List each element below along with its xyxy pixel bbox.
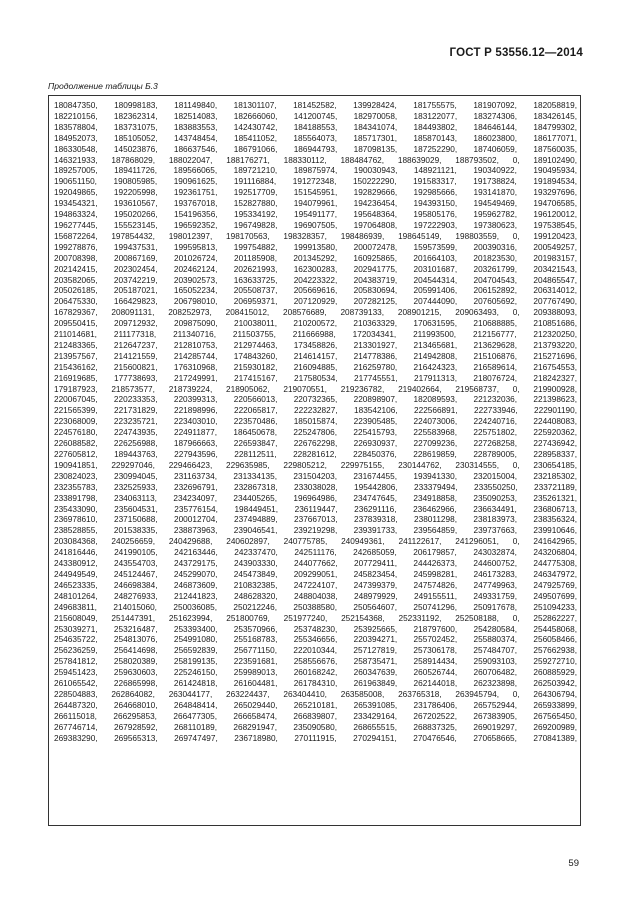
table-line: 203582065, 203742219, 203902573, 163633725, 204223322, 204383719, 204544314, 204704543, 204865547, [54,275,577,285]
table-line: 180847350, 180998183, 181149840, 181301107, 181452582, 139928424, 181755575, 181907092, 182058819, [54,101,577,110]
table-line: 257841812, 258020389, 258199135, 223591681, 258556676, 258735471, 258914434, 259093103, 259272710, [54,657,577,667]
table-line: 256236259, 256414698, 256592839, 256771150, 222010344, 257127819, 257306178, 257484707, 257662938, [54,646,577,656]
table-line: 200708398, 200867169, 201026724, 201185908, 201345292, 160925865, 201664103, 201823530, 201983157, [54,253,577,263]
table-line: 190941851, 229297046, 229466423, 229635985, 229805212, 229975155, 230144762, 230314555, 0, 230654185, [54,460,577,470]
table-line: 216919685, 177738693, 217249991, 217415167, 217580534, 217745551, 217911313, 218076724, 218242327, [54,373,577,383]
table-line: 221565399, 221731829, 221898996, 222065817, 222232827, 183542106, 222566891, 222733946, 222901190, [54,406,577,416]
table-line: 238528855, 201538335, 238873963, 239046541, 239219298, 239391733, 239564859, 239737663, 239910646, [54,526,577,536]
table-line: 266115018, 266295853, 266477305, 266658474, 266839807, 233429164, 267202522, 267383905, 267565450, [54,711,577,721]
table-line: 236978610, 237150688, 200012704, 237494889, 237667013, 237839318, 238011298, 238183973, 238356324, [54,515,577,525]
table-line: 212483365, 212647237, 212810753, 212974463, 173458826, 213301927, 213465681, 213629628, 213793220, [54,340,577,350]
table-line: 226088582, 226256988, 187966663, 226593847, 226762298, 226930937, 227099236, 227268258, 227436942, [54,439,577,449]
table-line: 224576180, 224743935, 224911877, 186450678, 225247806, 225415793, 225583968, 225751802, 225920362, [54,428,577,438]
table-line: 233891798, 234063113, 234234097, 234405265, 196964986, 234747645, 234918858, 235090253, 235261321, [54,493,577,503]
table-line: 167829367, 208091131, 208252973, 208415012, 208576689, 208739133, 208901215, 209063493, 0, 209388093, [54,308,577,318]
table-line: 269383290, 269565313, 269747497, 236718980, 270111915, 270294151, 270476546, 270658665, 270841389, [54,733,577,743]
table-line: 220067045, 220233353, 220399313, 220566013, 220732365, 220898907, 182089593, 221232036, 221398623, [54,395,577,405]
table-line: 205026185, 205187021, 165052234, 205508737, 205669616, 205830694, 205991406, 206152892, 206314012, [54,286,577,296]
table-data-text [54,101,577,744]
table-line: 228504883, 262864082, 263044177, 263224437, 263404410, 263585008, 263765318, 263945794, 0, 264306794, [54,689,577,699]
table-line: 223068009, 223235721, 223403010, 223570486, 185015874, 223905485, 224073006, 224240716, 224408083, [54,417,577,427]
table-line: 230824023, 230994045, 231163734, 231334135, 231504203, 231674455, 193941330, 232015004, 232185302, [54,471,577,481]
table-line: 246523335, 246698384, 246873609, 210832385, 247224107, 247399379, 247574826, 247749963, 247925769, [54,580,577,590]
table-line: 183578804, 183731075, 183883553, 142430742, 184188553, 184341074, 184493802, 184646144, 184799302, [54,122,577,132]
page-number: 59 [568,858,579,869]
table-line: 186330548, 145023876, 186637546, 186791066, 186944793, 187098135, 187252290, 187406059, 187560035, [54,144,577,154]
table-line: 215608049, 251447391, 251623994, 251800769, 251977240, 252154368, 252331192, 252508188, 0, 252862227, [54,613,577,623]
table-line: 264487320, 264668010, 264848414, 265029440, 265210181, 265391085, 231786406, 265752944, 265933899, [54,700,577,710]
table-line: 156872264, 197854432, 198012397, 198170563, 198328357, 198486939, 198645149, 198803559, 0, 199120423, [54,231,577,241]
table-line: 179187923, 218573577, 218739224, 218905062, 219070551, 219236782, 219402664, 219568737, 0, 219900928, [54,384,577,394]
table-line: 209550415, 209712932, 209875090, 210038011, 210200572, 210363329, 170631595, 210688885, 210851686, [54,319,577,329]
table-line: 243380912, 243554703, 243729175, 243903330, 244077662, 207729411, 244426373, 244600752, 244775308, [54,559,577,569]
table-line: 190651150, 190805985, 190961625, 191116884, 191272348, 150222290, 191583317, 191738824, 191894534, [54,177,577,187]
document-code: ГОСТ Р 53556.12—2014 [449,47,583,59]
table-line: 227605812, 189443763, 227943596, 228112511, 228281612, 228450376, 228619859, 228789005, 228958337, [54,450,577,459]
table-line: 254635722, 254813076, 254991080, 255168783, 255346656, 220394271, 255702452, 255880374, 256058466, [54,635,577,645]
table-line: 182210156, 182362314, 182514083, 182666060, 141200745, 182970058, 183122077, 183274306, 183426145, [54,111,577,121]
table-line: 244949549, 245124467, 245299070, 245473849, 209299051, 245823454, 245998281, 246173283, 246347972, [54,569,577,579]
table-line: 213957567, 214121559, 214285744, 174843260, 214614157, 214778386, 214942808, 215106876, 215271696, [54,351,577,361]
table-line: 192049865, 192205998, 192361751, 192517709, 151545951, 192829666, 192985666, 193141870, 193297696, [54,188,577,198]
table-line: 249683811, 214015060, 250036085, 250212246, 250388580, 250564607, 250741296, 250917678, 251094233, [54,602,577,612]
table-line: 241816446, 241990105, 242163446, 242337470, 242511176, 242685059, 206179857, 243032874, 243206804, [54,548,577,558]
table-line: 202142415, 202302454, 202462124, 202621993, 162300283, 202941775, 203101687, 203261799, 203421543, [54,264,577,274]
table-line: 211014681, 211177318, 211340716, 211503755, 211666988, 172034341, 211993500, 212156777, 212320250, [54,330,577,340]
table-line: 194863324, 195020266, 154196356, 195334192, 195491177, 195648364, 195805176, 195962782, 196120012, [54,210,577,220]
table-line: 232355783, 232525933, 232696791, 232867318, 233038028, 195442806, 233379494, 233550250, 233721189, [54,482,577,492]
table-line: 253039271, 253216487, 253393400, 253570966, 253748230, 253925665, 218797600, 254280584, 254458068, [54,624,577,634]
table-line: 259451423, 259630603, 225246150, 259989013, 260168242, 260347639, 260526744, 260706482, 260885929, [54,668,577,678]
table-line: 146321933, 187868029, 188022047, 188176271, 188330112, 188484762, 188639029, 188793502, 0, 189102490, [54,155,577,165]
table-line: 248101264, 248276933, 212441823, 248628320, 248804038, 248979929, 249155511, 249331759, 249507699, [54,591,577,601]
table-line: 206475330, 166429823, 206798010, 206959371, 207120929, 207282125, 207444090, 207605692, 207767490, [54,297,577,307]
table-line: 267746714, 267928592, 268110189, 268291947, 235090580, 268655515, 268837325, 269019297, 269200989, [54,722,577,732]
table-line: 235433090, 235604531, 235776154, 198449451, 236119447, 236291116, 236462966, 236634491, 236806713, [54,504,577,514]
table-line: 203084368, 240256659, 240429688, 240602897, 240775785, 240949361, 241122617, 241296051, 0, 241642965, [54,537,577,547]
table-line: 215436162, 215600821, 176310968, 215930182, 216094885, 216259780, 216424323, 216589614, 216754553, [54,362,577,372]
table-line: 184952073, 185105052, 143748454, 185411052, 185564073, 185717301, 185870143, 186023800, 186177071, [54,133,577,143]
table-line: 261065542, 226865998, 261424818, 261604481, 261784310, 261963849, 262144018, 262323898, 262503942, [54,679,577,689]
table-line: 193454321, 193610567, 193767018, 152827880, 194079961, 194236454, 194393150, 194549469, 194706585, [54,199,577,209]
table-continuation-caption: Продолжение таблицы Б.3 [48,81,158,91]
table-frame [48,95,581,826]
table-line: 189257005, 189411726, 189566065, 189721210, 189875974, 190030943, 148921121, 190340922, 190495934, [54,166,577,176]
table-line: 196277445, 155523145, 196592352, 196749828, 196907505, 197064808, 197222903, 197380623, 197538545, [54,220,577,230]
table-line: 199278876, 199437531, 199595813, 199754882, 199913580, 200072478, 159573599, 200390316, 200549257, [54,242,577,252]
